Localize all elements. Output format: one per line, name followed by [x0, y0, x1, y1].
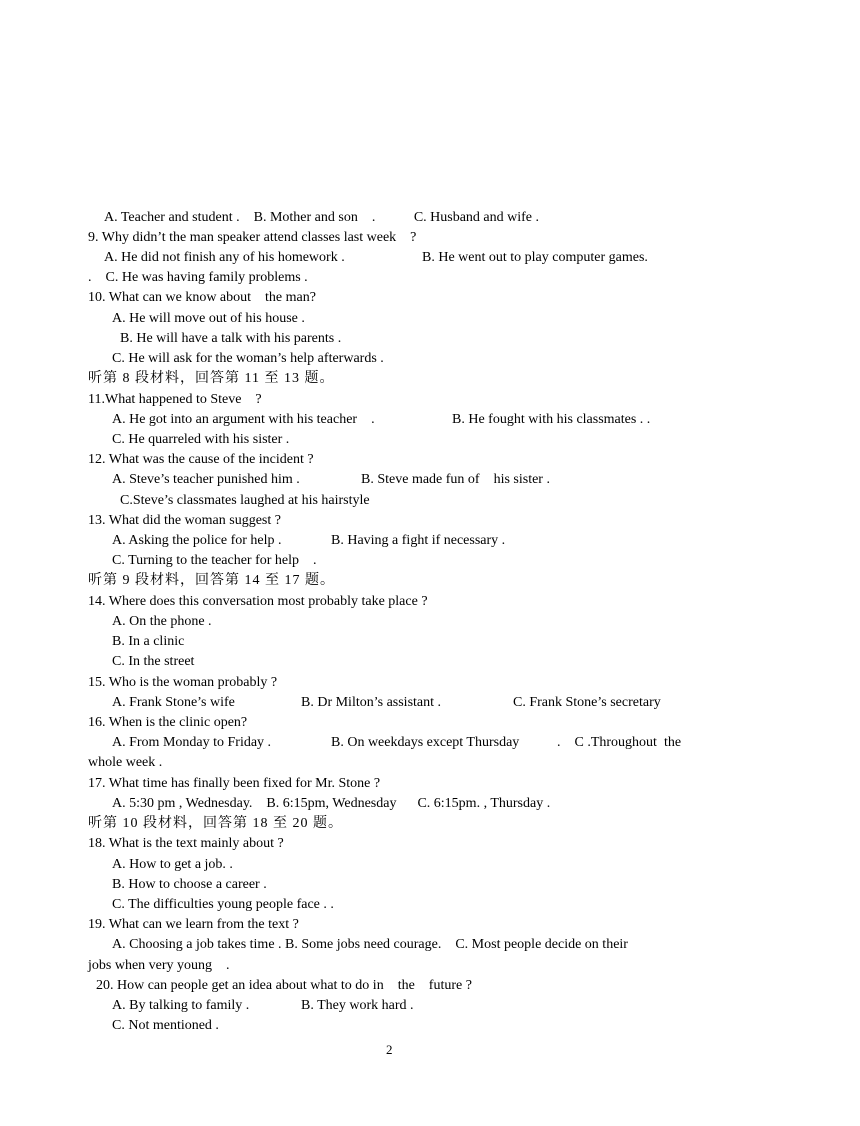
q11-option-c: C. He quarreled with his sister .	[112, 432, 290, 447]
q9-option-a: A. He did not finish any of his homework .	[104, 250, 345, 265]
q15-question: 15. Who is the woman probably ?	[88, 675, 278, 690]
q14-option-b: B. In a clinic	[112, 634, 185, 649]
q10-option-b: B. He will have a talk with his parents .	[120, 331, 342, 346]
q13-option-b: B. Having a fight if necessary .	[331, 533, 506, 548]
q20-option-b: B. They work hard .	[301, 998, 414, 1013]
q18-option-b: B. How to choose a career .	[112, 877, 267, 892]
q11-question: 11.What happened to Steve ?	[88, 392, 262, 407]
q17-question: 17. What time has finally been fixed for Mr. Stone ?	[88, 776, 381, 791]
q14-option-c: C. In the street	[112, 654, 195, 669]
q13-question: 13. What did the woman suggest ?	[88, 513, 281, 528]
q13-option-c: C. Turning to the teacher for help .	[112, 553, 317, 568]
q19-options: A. Choosing a job takes time . B. Some jobs need courage. C. Most people decide on their	[112, 937, 628, 952]
page-number: 2	[386, 1042, 393, 1057]
q18-option-c: C. The difficulties young people face . .	[112, 897, 334, 912]
q18-question: 18. What is the text mainly about ?	[88, 836, 284, 851]
q10-option-a: A. He will move out of his house .	[112, 311, 305, 326]
q8-options: A. Teacher and student . B. Mother and son . C. Husband and wife .	[104, 210, 540, 225]
q11-option-b: B. He fought with his classmates . .	[452, 412, 651, 427]
q20-option-c: C. Not mentioned .	[112, 1018, 219, 1033]
q16-option-b: B. On weekdays except Thursday	[331, 735, 520, 750]
q16-option-c-continued: whole week .	[88, 755, 163, 770]
section-8-instruction: 听第 8 段材料，回答第 11 至 13 题。	[88, 371, 335, 386]
q11-option-a: A. He got into an argument with his teacher .	[112, 412, 375, 427]
q19-question: 19. What can we learn from the text ?	[88, 917, 299, 932]
q10-question: 10. What can we know about the man?	[88, 290, 316, 305]
q12-option-c: C.Steve’s classmates laughed at his hairstyle	[120, 493, 370, 508]
q15-option-c: C. Frank Stone’s secretary	[513, 695, 661, 710]
q19-options-continued: jobs when very young .	[88, 958, 230, 973]
q18-option-a: A. How to get a job. .	[112, 857, 233, 872]
q15-option-a: A. Frank Stone’s wife	[112, 695, 235, 710]
q12-option-b: B. Steve made fun of his sister .	[361, 472, 550, 487]
q16-option-a: A. From Monday to Friday .	[112, 735, 272, 750]
q9-option-b: B. He went out to play computer games.	[422, 250, 648, 265]
q17-options: A. 5:30 pm , Wednesday. B. 6:15pm, Wednesday C. 6:15pm. , Thursday .	[112, 796, 551, 811]
q20-question: 20. How can people get an idea about what to do in the future ?	[96, 978, 472, 993]
q9-option-c: . C. He was having family problems .	[88, 270, 308, 285]
q9-question: 9. Why didn’t the man speaker attend classes last week ?	[88, 230, 417, 245]
q16-option-c: . C .Throughout the	[557, 735, 682, 750]
q15-option-b: B. Dr Milton’s assistant .	[301, 695, 442, 710]
section-10-instruction: 听第 10 段材料，回答第 18 至 20 题。	[88, 816, 343, 831]
q16-question: 16. When is the clinic open?	[88, 715, 248, 730]
q10-option-c: C. He will ask for the woman’s help afterwards .	[112, 351, 384, 366]
q14-question: 14. Where does this conversation most probably take place ?	[88, 594, 428, 609]
section-9-instruction: 听第 9 段材料，回答第 14 至 17 题。	[88, 573, 335, 588]
q20-option-a: A. By talking to family .	[112, 998, 250, 1013]
q12-option-a: A. Steve’s teacher punished him .	[112, 472, 300, 487]
q12-question: 12. What was the cause of the incident ?	[88, 452, 314, 467]
q13-option-a: A. Asking the police for help .	[112, 533, 282, 548]
q14-option-a: A. On the phone .	[112, 614, 212, 629]
